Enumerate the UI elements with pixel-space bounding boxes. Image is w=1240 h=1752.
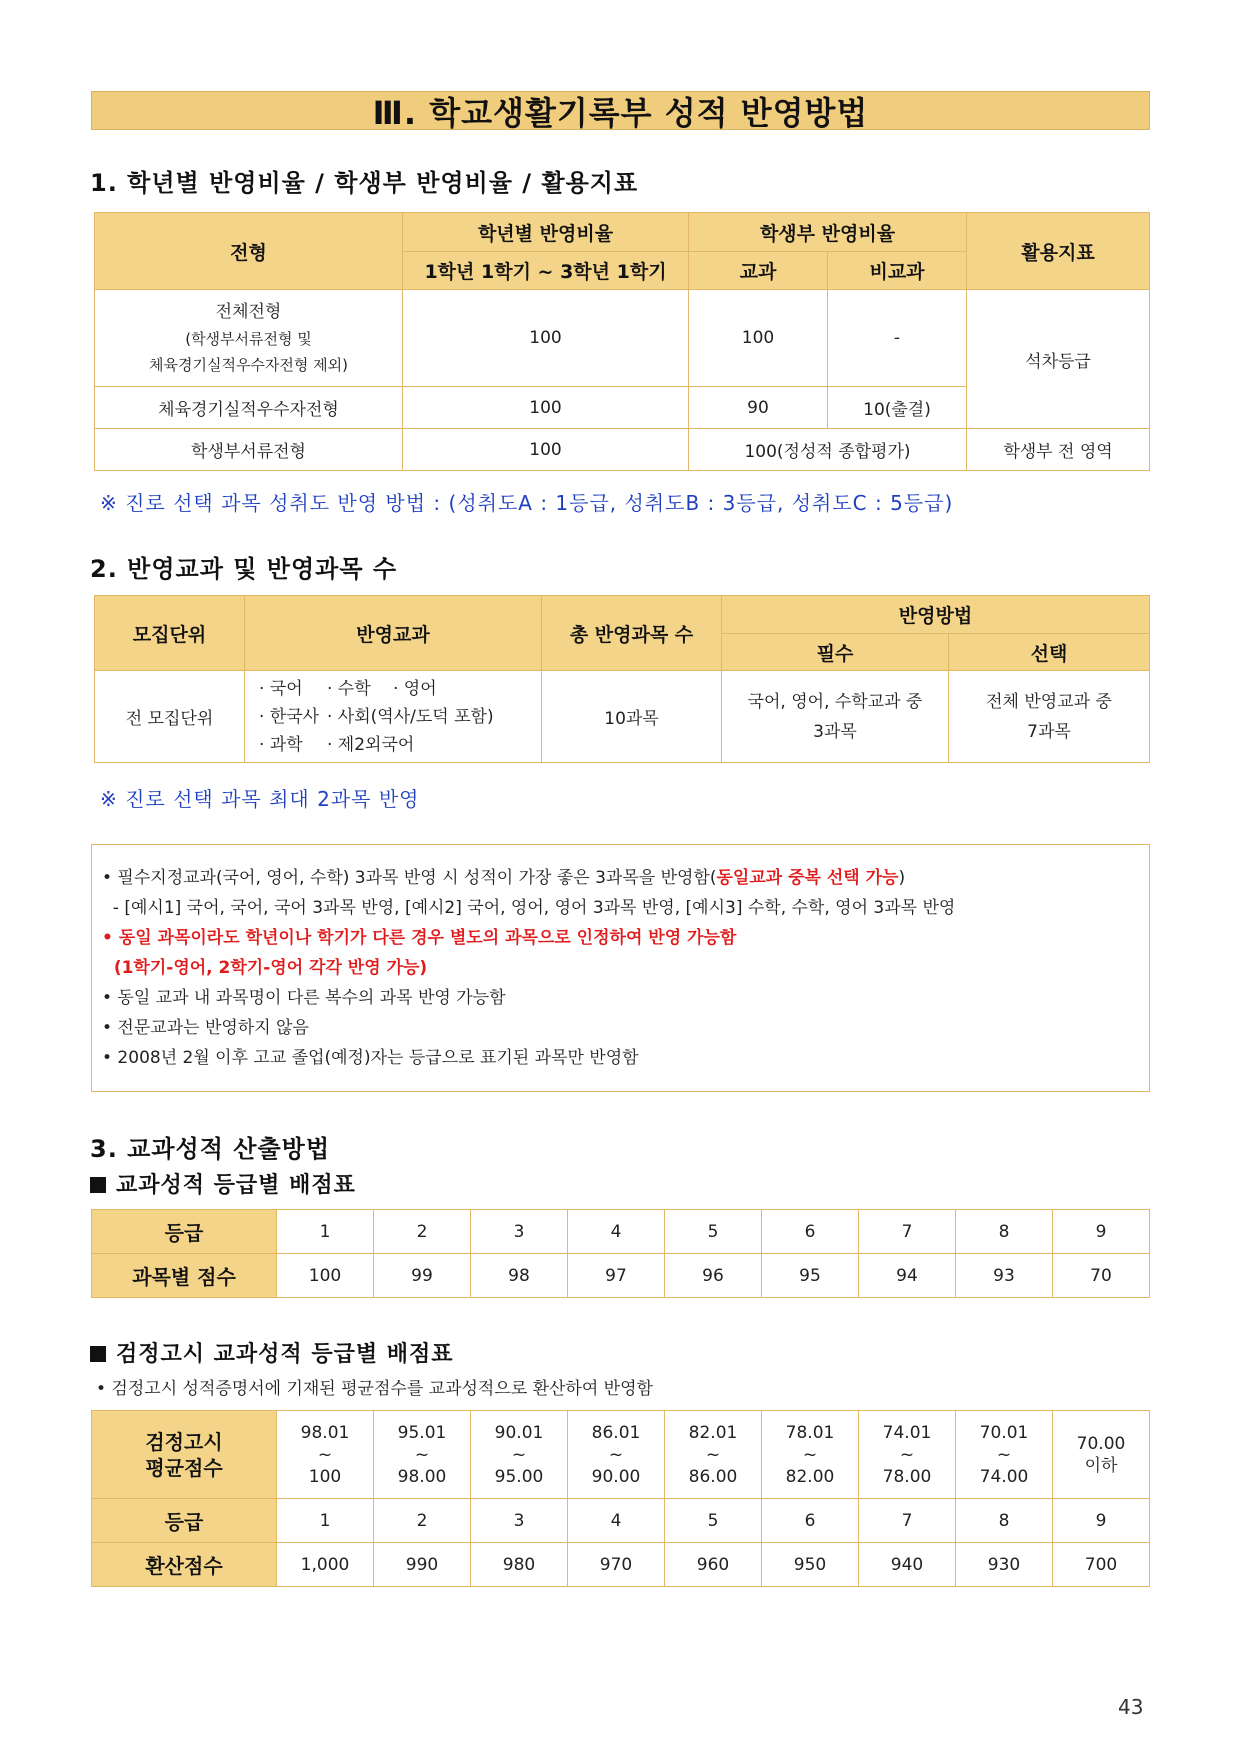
- converted-cell: 970: [568, 1543, 665, 1587]
- grade-cell: 5: [665, 1499, 762, 1543]
- note-line-1-close: ): [898, 868, 906, 888]
- achievement-note: ※ 진로 선택 과목 성취도 반영 방법 : (성취도A : 1등급, 성취도B : 3등급, 성취도C : 5등급): [100, 491, 954, 515]
- range-low: 74.00: [979, 1466, 1029, 1487]
- range-tilde: ~: [317, 1444, 333, 1465]
- header-converted-score: 환산점수: [92, 1543, 277, 1587]
- score-cell: 97: [568, 1254, 665, 1298]
- range-cell-last: [1053, 1411, 1150, 1499]
- range-high: 86.01: [591, 1422, 641, 1443]
- header-count: 총 반영과목 수: [542, 596, 722, 671]
- elective-line1: 전체 반영교과 중: [986, 691, 1112, 712]
- range-cell: [471, 1411, 568, 1499]
- header-nonsubject: 비교과: [828, 252, 967, 290]
- ratio-table: [94, 212, 1150, 471]
- section3-heading: 3. 교과성적 산출방법: [90, 1135, 330, 1163]
- range-tilde: ~: [802, 1444, 818, 1465]
- row2-subject: 90: [689, 387, 828, 429]
- required-cell: [722, 671, 949, 763]
- range-tilde: ~: [414, 1444, 430, 1465]
- header-ged-average-line2: 평균점수: [145, 1455, 223, 1480]
- grade-table-heading: [90, 1168, 356, 1199]
- grade-cell: 7: [859, 1210, 956, 1254]
- row3-combined: 100(정성적 종합평가): [689, 429, 967, 471]
- notes-box: [91, 844, 1150, 1092]
- subject-math: · 수학: [327, 678, 371, 699]
- row1-type-line1: 전체전형: [215, 302, 282, 322]
- range-high: 98.01: [300, 1422, 350, 1443]
- ged-note: • 검정고시 성적증명서에 기재된 평균점수를 교과성적으로 환산하여 반영함: [96, 1379, 653, 1399]
- grade-cell: 1: [277, 1499, 374, 1543]
- row1-index: 석차등급: [967, 290, 1150, 429]
- grade-score-table: [91, 1209, 1150, 1298]
- score-cell: 94: [859, 1254, 956, 1298]
- grade-cell: 9: [1053, 1499, 1150, 1543]
- range-low: 95.00: [494, 1466, 544, 1487]
- range-last-value: 70.00: [1076, 1433, 1126, 1454]
- grade-cell: 1: [277, 1210, 374, 1254]
- range-high: 78.01: [785, 1422, 835, 1443]
- page-title: Ⅲ. 학교생활기록부 성적 반영방법: [91, 91, 1150, 130]
- grade-cell: 6: [762, 1499, 859, 1543]
- grade-table-heading-text: 교과성적 등급별 배점표: [116, 1173, 356, 1198]
- grade-cell: 9: [1053, 1210, 1150, 1254]
- score-cell: 99: [374, 1254, 471, 1298]
- score-cell: 95: [762, 1254, 859, 1298]
- row1-grade: 100: [403, 290, 689, 387]
- ged-table-heading: [90, 1337, 454, 1368]
- square-bullet-icon: [90, 1346, 106, 1362]
- header-subjects: 반영교과: [245, 596, 542, 671]
- row1-type-line3: 체육경기실적우수자전형 제외): [149, 356, 348, 374]
- unit-cell: 전 모집단위: [95, 671, 245, 763]
- note-line-4: (1학기-영어, 2학기-영어 각각 반영 가능): [102, 958, 428, 978]
- header-period: 1학년 1학기 ~ 3학년 1학기: [403, 252, 689, 290]
- grade-cell: 4: [568, 1210, 665, 1254]
- header-grade-ratio: 학년별 반영비율: [403, 213, 689, 252]
- range-tilde: ~: [608, 1444, 624, 1465]
- grade-cell: 5: [665, 1210, 762, 1254]
- section1-heading: 1. 학년별 반영비율 / 학생부 반영비율 / 활용지표: [90, 169, 639, 197]
- range-low: 86.00: [688, 1466, 738, 1487]
- grade-cell: 3: [471, 1210, 568, 1254]
- ged-score-table: [91, 1410, 1150, 1587]
- required-line2: 3과목: [813, 721, 857, 742]
- row3-type: 학생부서류전형: [95, 429, 403, 471]
- header-method: 반영방법: [722, 596, 1150, 634]
- header-subject-score: 과목별 점수: [92, 1254, 277, 1298]
- grade-cell: 2: [374, 1499, 471, 1543]
- row2-type: 체육경기실적우수자전형: [95, 387, 403, 429]
- range-high: 95.01: [397, 1422, 447, 1443]
- grade-cell: 4: [568, 1499, 665, 1543]
- header-elective: 선택: [949, 634, 1150, 671]
- note-line-1-highlight: 동일교과 중복 선택 가능: [716, 868, 899, 888]
- ged-table-heading-text: 검정고시 교과성적 등급별 배점표: [116, 1342, 454, 1367]
- range-high: 90.01: [494, 1422, 544, 1443]
- row2-grade: 100: [403, 387, 689, 429]
- header-index: 활용지표: [967, 213, 1150, 290]
- score-cell: 70: [1053, 1254, 1150, 1298]
- converted-cell: 950: [762, 1543, 859, 1587]
- elective-cell: [949, 671, 1150, 763]
- subject-second-language: · 제2외국어: [327, 734, 415, 755]
- range-tilde: ~: [705, 1444, 721, 1465]
- row1-type: [95, 290, 403, 387]
- range-tilde: ~: [899, 1444, 915, 1465]
- note-line-1-text: • 필수지정교과(국어, 영어, 수학) 3과목 반영 시 성적이 가장 좋은 3과목을 반영함(: [102, 868, 717, 888]
- note-line-5: • 동일 교과 내 과목명이 다른 복수의 과목 반영 가능함: [102, 988, 506, 1008]
- range-high: 70.01: [979, 1422, 1029, 1443]
- header-ged-average-line1: 검정고시: [145, 1429, 223, 1454]
- grade-cell: 6: [762, 1210, 859, 1254]
- range-low: 78.00: [882, 1466, 932, 1487]
- score-cell: 100: [277, 1254, 374, 1298]
- career-subject-note: ※ 진로 선택 과목 최대 2과목 반영: [100, 787, 420, 811]
- converted-cell: 990: [374, 1543, 471, 1587]
- converted-cell: 980: [471, 1543, 568, 1587]
- range-last-label: 이하: [1084, 1455, 1118, 1476]
- range-high: 74.01: [882, 1422, 932, 1443]
- subject-english: · 영어: [393, 678, 437, 699]
- range-cell: [859, 1411, 956, 1499]
- row3-index: 학생부 전 영역: [967, 429, 1150, 471]
- grade-cell: 8: [956, 1499, 1053, 1543]
- range-cell: [568, 1411, 665, 1499]
- note-line-6: • 전문교과는 반영하지 않음: [102, 1018, 309, 1038]
- header-required: 필수: [722, 634, 949, 671]
- subject-korean-history: · 한국사: [259, 706, 320, 727]
- subject-korean: · 국어: [259, 678, 303, 699]
- subject-social: · 사회(역사/도덕 포함): [327, 706, 494, 727]
- converted-cell: 700: [1053, 1543, 1150, 1587]
- header-ged-average: [92, 1411, 277, 1499]
- range-cell: [665, 1411, 762, 1499]
- grade-cell: 7: [859, 1499, 956, 1543]
- note-line-1: [102, 863, 1149, 893]
- range-low: 98.00: [397, 1466, 447, 1487]
- converted-cell: 960: [665, 1543, 762, 1587]
- range-tilde: ~: [996, 1444, 1012, 1465]
- row1-type-line2: (학생부서류전형 및: [185, 330, 312, 348]
- range-cell: [277, 1411, 374, 1499]
- range-low: 90.00: [591, 1466, 641, 1487]
- section2-heading: 2. 반영교과 및 반영과목 수: [90, 555, 398, 583]
- subjects-cell: [245, 671, 542, 763]
- score-cell: 98: [471, 1254, 568, 1298]
- subjects-table: [94, 595, 1150, 763]
- converted-cell: 940: [859, 1543, 956, 1587]
- range-cell: [762, 1411, 859, 1499]
- row1-nonsubject: -: [828, 290, 967, 387]
- range-cell: [374, 1411, 471, 1499]
- range-high: 82.01: [688, 1422, 738, 1443]
- range-cell: [956, 1411, 1053, 1499]
- required-line1: 국어, 영어, 수학교과 중: [747, 691, 923, 712]
- range-low: 82.00: [785, 1466, 835, 1487]
- converted-cell: 930: [956, 1543, 1053, 1587]
- header-ged-grade: 등급: [92, 1499, 277, 1543]
- elective-line2: 7과목: [1027, 721, 1071, 742]
- row3-grade: 100: [403, 429, 689, 471]
- row1-subject: 100: [689, 290, 828, 387]
- header-subject: 교과: [689, 252, 828, 290]
- header-grade: 등급: [92, 1210, 277, 1254]
- grade-cell: 8: [956, 1210, 1053, 1254]
- note-line-2: - [예시1] 국어, 국어, 국어 3과목 반영, [예시2] 국어, 영어, 영어 3과목 반영, [예시3] 수학, 수학, 영어 3과목 반영: [102, 898, 956, 918]
- note-line-7: • 2008년 2월 이후 고교 졸업(예정)자는 등급으로 표기된 과목만 반영함: [102, 1048, 639, 1068]
- score-cell: 96: [665, 1254, 762, 1298]
- square-bullet-icon: [90, 1177, 106, 1193]
- converted-cell: 1,000: [277, 1543, 374, 1587]
- range-tilde: ~: [511, 1444, 527, 1465]
- range-low: 100: [308, 1466, 342, 1487]
- header-record-ratio: 학생부 반영비율: [689, 213, 967, 252]
- grade-cell: 2: [374, 1210, 471, 1254]
- score-cell: 93: [956, 1254, 1053, 1298]
- row2-nonsubject: 10(출결): [828, 387, 967, 429]
- grade-cell: 3: [471, 1499, 568, 1543]
- count-cell: 10과목: [542, 671, 722, 763]
- header-unit: 모집단위: [95, 596, 245, 671]
- subject-science: · 과학: [259, 734, 303, 755]
- page-number: 43: [1118, 1695, 1144, 1719]
- note-line-3: • 동일 과목이라도 학년이나 학기가 다른 경우 별도의 과목으로 인정하여 반영 가능함: [102, 928, 737, 948]
- header-type: 전형: [95, 213, 403, 290]
